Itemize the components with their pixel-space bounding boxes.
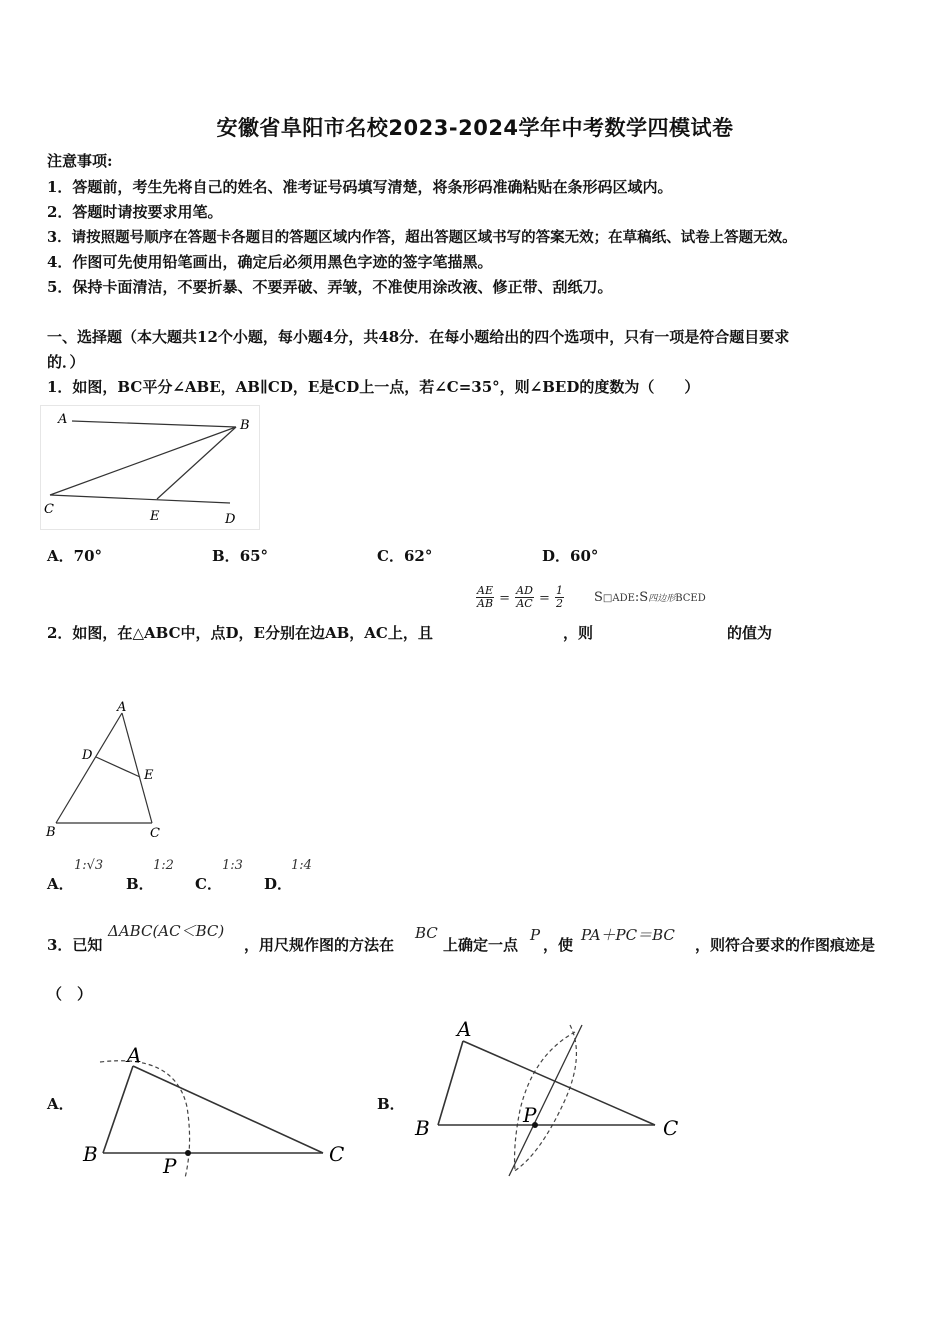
notice-item-3: 3．请按照题号顺序在答题卡各题目的答题区域内作答，超出答题区域书写的答案无效；在草稿纸、试卷上答题无效。 <box>47 229 797 246</box>
q1-line-ab <box>72 421 236 427</box>
q3b-label-b: B <box>415 1116 430 1140</box>
q3b-label-p: P <box>523 1103 537 1127</box>
q3-math-p: P <box>530 926 541 944</box>
q3b-label-a: A <box>457 1017 472 1041</box>
notice-heading: 注意事项: <box>47 152 113 170</box>
q3b-line-ab <box>438 1041 463 1125</box>
notice-item-2: 2．答题时请按要求用笔。 <box>47 203 223 221</box>
q3b-bisector <box>509 1025 582 1176</box>
q2-ratio-formula: $\frac{AE}{AB}$ = $\frac{AD}{AC}$ = $\frac{1}{2}$ <box>477 584 563 610</box>
q2-label-a: A <box>117 700 127 715</box>
q3-option-b-figure[interactable] <box>405 1010 695 1185</box>
q3-stem-d: ，使 <box>543 936 574 954</box>
q2-stem-a: 2．如图，在△ABC中，点D，E分别在边AB，AC上，且 <box>47 624 433 642</box>
q1-label-c: C <box>44 502 54 517</box>
q3a-line-ac <box>133 1066 323 1153</box>
q1-label-d: D <box>225 512 236 527</box>
q2-figure <box>40 695 170 845</box>
q3a-label-p: P <box>163 1154 177 1178</box>
q1-option-c[interactable]: C．62° <box>377 547 433 565</box>
q1-option-d[interactable]: D．60° <box>542 547 599 565</box>
section-heading-line2: 的．） <box>47 353 85 371</box>
q3-stem-e: ，则符合要求的作图痕迹是 <box>695 936 876 954</box>
q3-stem-b: ，用尺规作图的方法在 <box>244 936 395 954</box>
q3b-arc-right <box>513 1025 576 1172</box>
q3-paren: （ ） <box>47 985 93 1003</box>
q3-math-bc: BC <box>415 924 438 942</box>
q3-option-b[interactable]: B． <box>377 1095 405 1113</box>
q2-label-e: E <box>144 768 154 783</box>
q1-figure <box>40 405 260 530</box>
q3a-label-c: C <box>329 1142 345 1166</box>
q2-stem-b: ，则 <box>563 624 594 642</box>
q3a-label-a: A <box>127 1043 142 1067</box>
notice-item-1: 1．答题前，考生先将自己的姓名、准考证号码填写清楚，将条形码准确粘贴在条形码区域内。 <box>47 178 673 196</box>
q1-line-bc <box>50 427 236 495</box>
q3a-line-ab <box>103 1066 133 1153</box>
q3-option-a[interactable]: A． <box>47 1095 74 1113</box>
q1-label-e: E <box>150 509 160 524</box>
notice-item-4: 4．作图可先使用铅笔画出，确定后必须用黑色字迹的签字笔描黑。 <box>47 253 493 271</box>
q3b-label-c: C <box>663 1116 679 1140</box>
q2-label-b: B <box>46 825 56 840</box>
q1-label-b: B <box>240 418 250 433</box>
q1-label-a: A <box>58 412 68 427</box>
q3-math-triangle: ΔABC(AC＜BC) <box>108 922 225 940</box>
section-heading-line1: 一、选择题（本大题共12个小题，每小题4分，共48分．在每小题给出的四个选项中，只有一项是符合题目要求 <box>47 328 790 346</box>
q2-line-de <box>96 757 140 777</box>
q3-stem-c: 上确定一点 <box>443 936 519 954</box>
q1-option-b[interactable]: B．65° <box>212 547 269 565</box>
q1-stem: 1．如图，BC平分∠ABE，AB∥CD，E是CD上一点，若∠C=35°，则∠BED的度数为（ ） <box>47 378 700 396</box>
q2-line-ab <box>56 713 122 823</box>
q3a-point-p <box>185 1150 191 1156</box>
q2-stem-c: 的值为 <box>727 624 773 642</box>
q2-label-c: C <box>150 826 160 841</box>
q2-area-expression: S□ADE:S四边形BCED <box>594 590 706 605</box>
q2-label-d: D <box>82 748 93 763</box>
q1-option-a[interactable]: A．70° <box>47 547 103 565</box>
q3-stem-a: 3．已知 <box>47 936 103 954</box>
page-title: 安徽省阜阳市名校2023-2024学年中考数学四模试卷 <box>216 116 734 140</box>
q1-line-cd <box>50 495 230 503</box>
q1-line-be <box>157 427 236 499</box>
q3-math-equation: PA＋PC＝BC <box>581 926 675 944</box>
notice-item-5: 5．保持卡面清洁，不要折暴、不要弄破、弄皱，不准使用涂改液、修正带、刮纸刀。 <box>47 278 613 296</box>
q3-option-a-figure[interactable] <box>75 1035 360 1185</box>
q3a-label-b: B <box>83 1142 98 1166</box>
